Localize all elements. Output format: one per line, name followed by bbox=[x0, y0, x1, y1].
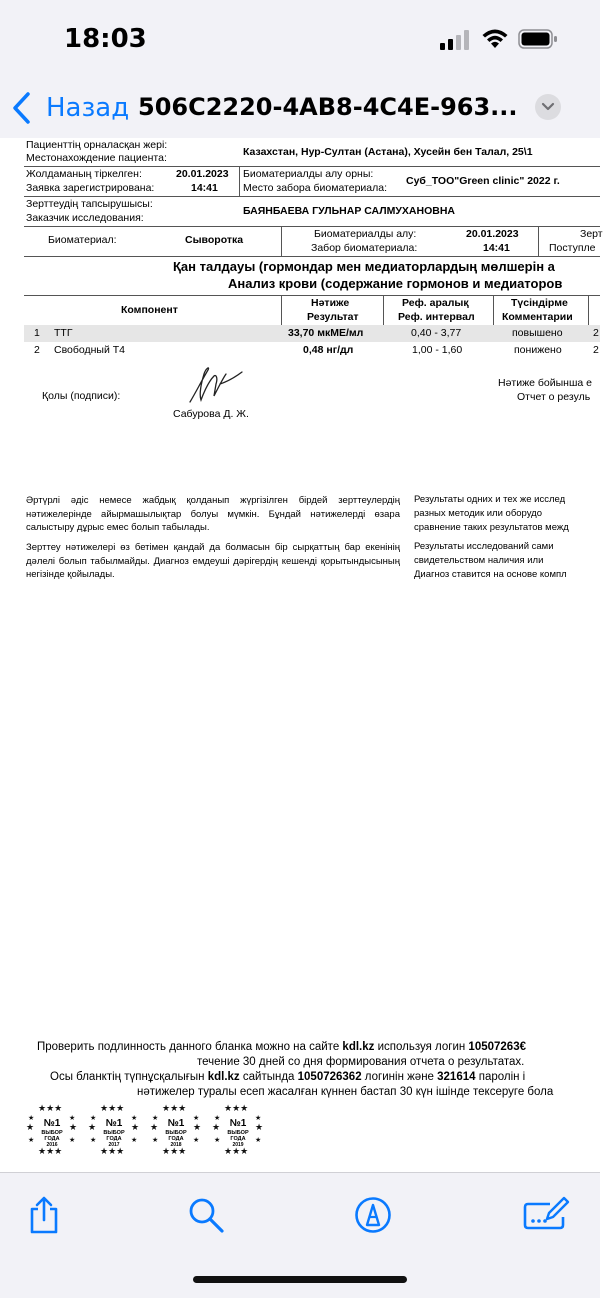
note-ru-1b: разных методик или оборудо bbox=[414, 508, 542, 519]
divider bbox=[24, 226, 600, 227]
signature-image bbox=[186, 362, 244, 406]
verify-text: Осы бланктің түпнұсқалығын bbox=[50, 1071, 208, 1083]
verify-line-kz bbox=[50, 1071, 525, 1083]
pdf-document[interactable] bbox=[0, 138, 603, 1172]
svg-text:★: ★ bbox=[28, 1136, 35, 1144]
verify-text: Проверить подлинность данного бланка можно на сайте bbox=[37, 1041, 343, 1053]
back-button[interactable] bbox=[12, 90, 129, 126]
column-cut-2: Поступле bbox=[549, 242, 596, 254]
row-extra: 2 bbox=[593, 344, 599, 356]
header-ref-kz: Реф. аралық bbox=[402, 297, 469, 309]
row-result: 0,48 нг/дл bbox=[303, 344, 354, 356]
annotate-icon[interactable] bbox=[522, 1195, 570, 1235]
svg-text:★: ★ bbox=[90, 1136, 97, 1144]
note-ru-2b: свидетельством наличия или bbox=[414, 555, 544, 566]
divider bbox=[588, 295, 589, 325]
verify-site: kdl.kz bbox=[342, 1041, 375, 1053]
share-icon[interactable] bbox=[24, 1195, 64, 1235]
biomaterial-label: Биоматериал: bbox=[48, 234, 117, 246]
svg-text:★: ★ bbox=[152, 1114, 159, 1122]
customer-label-ru: Заказчик исследования: bbox=[26, 212, 144, 224]
verify-line-ru-2: течение 30 дней со дня формирования отчета о результатах. bbox=[197, 1056, 525, 1068]
badge-label: ГОДА bbox=[44, 1136, 60, 1142]
status-time: 18:03 bbox=[64, 24, 147, 54]
header-component: Компонент bbox=[121, 304, 178, 316]
result-by-kz: Нәтиже бойынша е bbox=[498, 377, 592, 389]
verify-text: паролін і bbox=[475, 1071, 526, 1083]
svg-text:★: ★ bbox=[255, 1114, 262, 1122]
divider bbox=[493, 295, 494, 325]
svg-text:★★★: ★★★ bbox=[100, 1104, 125, 1114]
svg-text:★: ★ bbox=[255, 1136, 262, 1144]
biomaterial-take-label-kz: Биоматериалды алу: bbox=[314, 228, 417, 240]
svg-text:★: ★ bbox=[212, 1123, 221, 1133]
svg-text:★★★: ★★★ bbox=[224, 1147, 249, 1157]
svg-text:★★★: ★★★ bbox=[162, 1147, 187, 1157]
badge-year: 2019 bbox=[232, 1142, 244, 1148]
header-result-kz: Нәтиже bbox=[311, 297, 350, 309]
customer-label-kz: Зерттеудің тапсырушысы: bbox=[26, 198, 153, 210]
svg-text:★: ★ bbox=[90, 1114, 97, 1122]
note-ru-2c: Диагноз ставится на основе компл bbox=[414, 569, 567, 580]
customer-value: БАЯНБАЕВА ГУЛЬНАР САЛМУХАНОВНА bbox=[243, 205, 455, 217]
patient-location-label-ru: Местонахождение пациента: bbox=[26, 152, 167, 164]
svg-text:★: ★ bbox=[69, 1123, 78, 1133]
svg-text:★★★: ★★★ bbox=[100, 1147, 125, 1157]
award-badge-2017 bbox=[86, 1100, 142, 1156]
chevron-down-icon bbox=[541, 102, 555, 112]
verify-line-kz-2: нәтижелер туралы есеп жасалған күннен бастап 30 күн ішінде тексеруге бола bbox=[137, 1086, 554, 1098]
report-title-kz: Қан талдауы (гормондар мен медиаторлардың мөлшерін а bbox=[173, 259, 555, 274]
divider bbox=[24, 196, 600, 197]
registered-time: 14:41 bbox=[191, 182, 218, 194]
registered-label-kz: Жолдаманың тіркелген: bbox=[26, 168, 142, 180]
note-ru-2a: Результаты исследований сами bbox=[414, 541, 554, 552]
biomaterial-place-label-ru: Место забора биоматериала: bbox=[243, 182, 388, 194]
table-top-border bbox=[24, 295, 600, 296]
status-bar bbox=[0, 0, 600, 80]
search-icon[interactable] bbox=[186, 1195, 226, 1235]
badge-number: №1 bbox=[105, 1118, 123, 1129]
badge-label: ГОДА bbox=[230, 1136, 246, 1142]
verify-line-ru bbox=[37, 1041, 526, 1053]
report-title-ru: Анализ крови (содержание гормонов и медиаторов bbox=[228, 276, 563, 291]
biomaterial-take-time: 14:41 bbox=[483, 242, 510, 254]
award-badges bbox=[24, 1100, 266, 1156]
verify-text: сайтында bbox=[239, 1071, 298, 1083]
svg-text:★: ★ bbox=[69, 1136, 76, 1144]
document-title: 506C2220-4AB8-4C4E-963... bbox=[138, 93, 518, 121]
divider bbox=[281, 295, 282, 325]
svg-text:★★★: ★★★ bbox=[162, 1104, 187, 1114]
badge-year: 2017 bbox=[108, 1142, 120, 1148]
title-menu-button[interactable] bbox=[535, 94, 561, 120]
verify-site: kdl.kz bbox=[207, 1071, 240, 1083]
markup-icon[interactable] bbox=[353, 1195, 393, 1235]
award-badge-2019 bbox=[210, 1100, 266, 1156]
badge-label: ВЫБОР bbox=[165, 1130, 187, 1136]
registered-date: 20.01.2023 bbox=[176, 168, 229, 180]
divider bbox=[239, 166, 240, 196]
signature-name: Сабурова Д. Ж. bbox=[173, 408, 249, 420]
note-kz-1: Әртүрлі әдіс немесе жабдық қолданып жүргізілген бірдей зерттеулердің нәтижелерінде айырмашылықтар болуы мүмкін. Бұндай нәтижелерді өзара салыстыру дұрыс емес болып табылады. bbox=[26, 495, 400, 533]
home-indicator[interactable] bbox=[193, 1276, 407, 1283]
badge-label: ВЫБОР bbox=[41, 1130, 63, 1136]
battery-icon bbox=[518, 29, 558, 49]
badge-label: ГОДА bbox=[106, 1136, 122, 1142]
row-component: Свободный Т4 bbox=[54, 344, 126, 356]
back-label: Назад bbox=[46, 93, 130, 123]
divider bbox=[281, 226, 282, 256]
divider bbox=[24, 166, 600, 167]
svg-text:★: ★ bbox=[214, 1136, 221, 1144]
cellular-signal-icon bbox=[440, 30, 472, 50]
svg-text:★: ★ bbox=[131, 1123, 140, 1133]
biomaterial-place-value: Суб_ТОО"Green clinic" 2022 г. bbox=[406, 175, 560, 187]
award-badge-2018 bbox=[148, 1100, 204, 1156]
svg-text:★★★: ★★★ bbox=[38, 1104, 63, 1114]
svg-text:★: ★ bbox=[131, 1136, 138, 1144]
row-comment: повышено bbox=[512, 327, 563, 339]
header-comment-kz: Түсіндірме bbox=[511, 297, 568, 309]
svg-text:★: ★ bbox=[193, 1123, 202, 1133]
svg-text:★★★: ★★★ bbox=[224, 1104, 249, 1114]
row-result: 33,70 мкМЕ/мл bbox=[288, 327, 364, 339]
biomaterial-take-label-ru: Забор биоматериала: bbox=[311, 242, 418, 254]
svg-text:★: ★ bbox=[193, 1136, 200, 1144]
badge-year: 2018 bbox=[170, 1142, 182, 1148]
badge-label: ГОДА bbox=[168, 1136, 184, 1142]
badge-number: №1 bbox=[167, 1118, 185, 1129]
result-by-ru: Отчет о резуль bbox=[517, 391, 591, 403]
verify-login: 10507263€ bbox=[468, 1041, 526, 1053]
svg-text:★: ★ bbox=[69, 1114, 76, 1122]
verify-text: используя логин bbox=[374, 1041, 469, 1053]
row-component: ТТГ bbox=[54, 327, 73, 339]
svg-text:★: ★ bbox=[152, 1136, 159, 1144]
note-ru-1c: сравнение таких результатов межд bbox=[414, 522, 569, 533]
verify-login: 1050726362 bbox=[297, 1071, 362, 1083]
divider bbox=[538, 226, 539, 256]
svg-text:★: ★ bbox=[193, 1114, 200, 1122]
award-badge-2016 bbox=[24, 1100, 80, 1156]
badge-label: ВЫБОР bbox=[227, 1130, 249, 1136]
badge-number: №1 bbox=[43, 1118, 61, 1129]
patient-location-value: Казахстан, Нур-Султан (Астана), Хусейн бен Талал, 25\1 bbox=[243, 146, 533, 158]
svg-text:★: ★ bbox=[26, 1123, 35, 1133]
row-comment: понижено bbox=[514, 344, 562, 356]
svg-text:★: ★ bbox=[131, 1114, 138, 1122]
svg-text:★: ★ bbox=[88, 1123, 97, 1133]
navigation-bar bbox=[0, 80, 600, 138]
biomaterial-value: Сыворотка bbox=[185, 234, 244, 246]
patient-location-label-kz: Пациенттің орналасқан жері: bbox=[26, 139, 168, 151]
header-comment-ru: Комментарии bbox=[502, 311, 573, 323]
registered-label-ru: Заявка зарегистрирована: bbox=[26, 182, 155, 194]
signature-label: Қолы (подписи): bbox=[42, 390, 121, 402]
row-ref: 0,40 - 3,77 bbox=[411, 327, 462, 339]
verify-text: логинін және bbox=[361, 1071, 438, 1083]
note-ru-1a: Результаты одних и тех же исслед bbox=[414, 494, 566, 505]
biomaterial-take-date: 20.01.2023 bbox=[466, 228, 519, 240]
header-result-ru: Результат bbox=[307, 311, 359, 323]
row-number: 1 bbox=[34, 327, 40, 339]
svg-text:★: ★ bbox=[255, 1123, 264, 1133]
wifi-icon bbox=[480, 26, 510, 50]
svg-text:★: ★ bbox=[28, 1114, 35, 1122]
badge-label: ВЫБОР bbox=[103, 1130, 125, 1136]
divider bbox=[383, 295, 384, 325]
note-kz-2: Зерттеу нәтижелері өз бетімен қандай да болмасын бір сырқаттың бар екенінің дәлелі болып табылмайды. Диагноз емдеуші дәрігердің кешенді қорытындысының негізінде қойылады. bbox=[26, 542, 400, 580]
svg-text:★: ★ bbox=[214, 1114, 221, 1122]
biomaterial-place-label-kz: Биоматериалды алу орны: bbox=[243, 168, 374, 180]
column-cut-1: Зерт bbox=[580, 228, 603, 240]
verify-password: 321614 bbox=[437, 1071, 476, 1083]
badge-year: 2016 bbox=[46, 1142, 58, 1148]
row-extra: 2 bbox=[593, 327, 599, 339]
svg-text:★: ★ bbox=[150, 1123, 159, 1133]
row-number: 2 bbox=[34, 344, 40, 356]
badge-number: №1 bbox=[229, 1118, 247, 1129]
divider bbox=[24, 256, 600, 257]
chevron-left-icon bbox=[12, 92, 32, 124]
header-ref-ru: Реф. интервал bbox=[398, 311, 475, 323]
row-ref: 1,00 - 1,60 bbox=[412, 344, 463, 356]
svg-text:★★★: ★★★ bbox=[38, 1147, 63, 1157]
